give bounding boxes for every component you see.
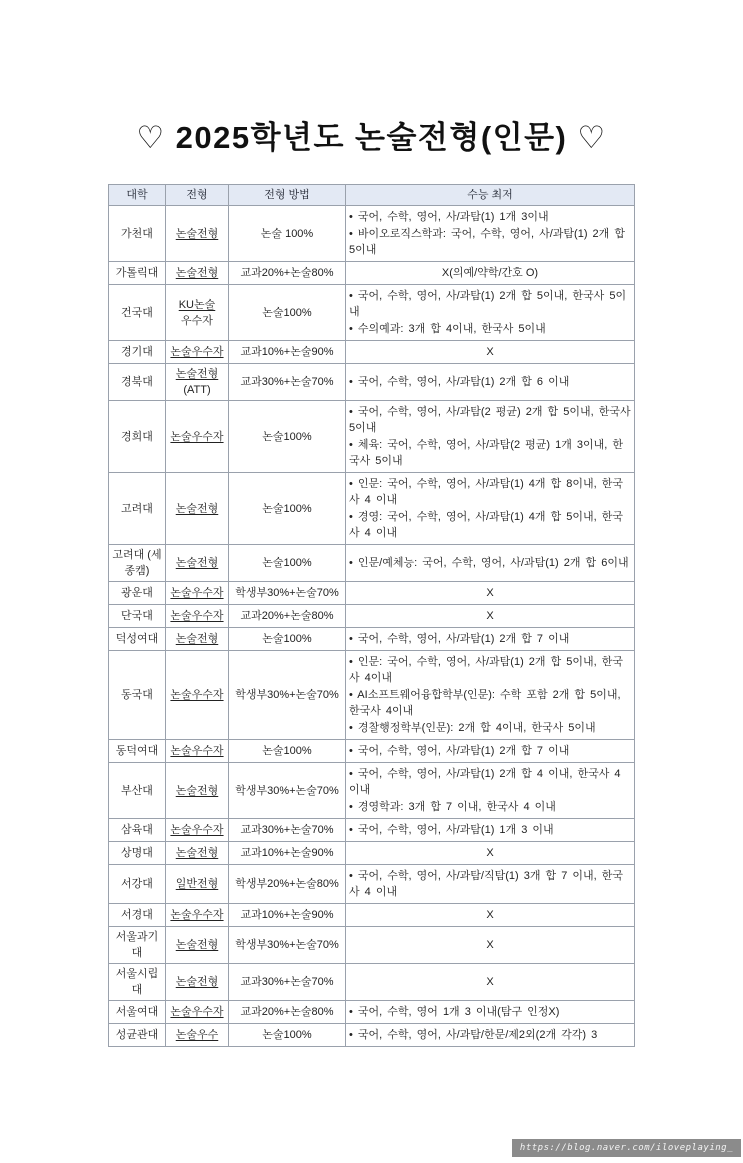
column-header: 전형 (166, 185, 229, 206)
csat-minimum-item: • 국어, 수학, 영어, 사/과탐(1) 1개 3이내 (349, 211, 549, 223)
table-row (109, 364, 635, 401)
csat-minimum-item: X (486, 976, 494, 988)
csat-minimum-item: • 인문: 국어, 수학, 영어, 사/과탐(1) 2개 합 5이내, 한국사 4이내 (349, 656, 624, 684)
track-cell (166, 473, 229, 545)
method-cell: 교과20%+논술80% (229, 605, 346, 628)
csat-minimum-item: • 국어, 수학, 영어, 사/과탐(1) 2개 합 5이내, 한국사 5이내 (349, 290, 627, 318)
university-cell: 부산대 (109, 763, 166, 819)
track-name: 논술전형 (175, 633, 219, 645)
track-cell (166, 1024, 229, 1047)
track-cell (166, 904, 229, 927)
table-row (109, 842, 635, 865)
university-cell: 경기대 (109, 341, 166, 364)
track-name: 논술전형 (175, 557, 219, 569)
page-title-text: 2025학년도 논술전형(인문) (175, 120, 568, 155)
track-cell (166, 927, 229, 964)
csat-minimum-item: • 국어, 수학, 영어 1개 3 이내(탐구 인정X) (349, 1006, 560, 1018)
csat-minimum-cell (346, 582, 635, 605)
method-cell: 논술100% (229, 401, 346, 473)
track-cell (166, 964, 229, 1001)
csat-minimum-item: • 경찰행정학부(인문): 2개 합 4이내, 한국사 5이내 (349, 722, 596, 734)
table-row (109, 262, 635, 285)
table-row (109, 964, 635, 1001)
track-name: 논술우수자 (170, 689, 224, 701)
table-row (109, 904, 635, 927)
csat-minimum-cell (346, 605, 635, 628)
csat-minimum-cell (346, 740, 635, 763)
csat-minimum-item: X (486, 587, 494, 599)
university-cell: 광운대 (109, 582, 166, 605)
csat-minimum-cell (346, 819, 635, 842)
method-cell: 교과20%+논술80% (229, 1001, 346, 1024)
csat-minimum-cell (346, 285, 635, 341)
table-row (109, 651, 635, 740)
table-row (109, 628, 635, 651)
csat-minimum-cell (346, 865, 635, 904)
method-cell: 논술100% (229, 473, 346, 545)
table-row (109, 285, 635, 341)
track-cell (166, 605, 229, 628)
csat-minimum-cell (346, 651, 635, 740)
track-cell (166, 651, 229, 740)
track-name: 논술전형 (175, 784, 219, 797)
track-cell (166, 842, 229, 865)
track-cell (166, 628, 229, 651)
university-cell: 서울시립대 (109, 964, 166, 1001)
page-title (0, 112, 743, 157)
method-cell: 교과10%+논술90% (229, 904, 346, 927)
method-cell: 교과30%+논술70% (229, 819, 346, 842)
track-cell (166, 341, 229, 364)
csat-minimum-cell (346, 364, 635, 401)
csat-minimum-item: • 국어, 수학, 영어, 사/과탐(1) 2개 합 7 이내 (349, 633, 570, 645)
table-row (109, 582, 635, 605)
track-note: 우수자 (181, 314, 213, 327)
csat-minimum-item: • 국어, 수학, 영어, 사/과탐/직탐(1) 3개 합 7 이내, 한국사 4 이내 (349, 870, 624, 898)
admissions-table (108, 184, 635, 1047)
university-cell: 서울과기대 (109, 927, 166, 964)
method-cell: 교과10%+논술90% (229, 842, 346, 865)
csat-minimum-item: • 국어, 수학, 영어, 사/과탐(1) 2개 합 4 이내, 한국사 4 이내 (349, 768, 621, 796)
track-cell (166, 763, 229, 819)
csat-minimum-item: • 국어, 수학, 영어, 사/과탐(1) 2개 합 7 이내 (349, 745, 570, 757)
csat-minimum-cell (346, 1024, 635, 1047)
method-cell: 교과20%+논술80% (229, 262, 346, 285)
university-cell: 동덕여대 (109, 740, 166, 763)
track-name: 논술우수자 (170, 1006, 224, 1018)
university-cell: 건국대 (109, 285, 166, 341)
university-cell: 동국대 (109, 651, 166, 740)
university-cell: 서강대 (109, 865, 166, 904)
method-cell: 학생부30%+논술70% (229, 927, 346, 964)
column-header: 전형 방법 (229, 185, 346, 206)
csat-minimum-item: • 경영학과: 3개 합 7 이내, 한국사 4 이내 (349, 801, 556, 813)
method-cell: 교과30%+논술70% (229, 364, 346, 401)
table-row (109, 740, 635, 763)
track-cell (166, 364, 229, 401)
csat-minimum-cell (346, 341, 635, 364)
track-cell (166, 740, 229, 763)
university-cell: 서울여대 (109, 1001, 166, 1024)
method-cell: 교과10%+논술90% (229, 341, 346, 364)
csat-minimum-cell (346, 927, 635, 964)
csat-minimum-item: • 경영: 국어, 수학, 영어, 사/과탐(1) 4개 합 5이내, 한국사 4 이내 (349, 511, 624, 539)
track-name: 논술우수자 (170, 587, 224, 599)
track-name: 일반전형 (175, 878, 219, 890)
track-name: 논술전형 (175, 502, 219, 515)
method-cell: 논술100% (229, 1024, 346, 1047)
method-cell: 학생부20%+논술80% (229, 865, 346, 904)
table-row (109, 763, 635, 819)
csat-minimum-item: • AI소프트웨어융합학부(인문): 수학 포함 2개 합 5이내, 한국사 4이내 (349, 689, 621, 717)
university-cell: 고려대 (109, 473, 166, 545)
csat-minimum-item: X(의예/약학/간호 O) (441, 267, 539, 279)
csat-minimum-item: X (486, 610, 494, 622)
track-name: 논술전형 (175, 939, 219, 951)
track-cell (166, 206, 229, 262)
method-cell: 학생부30%+논술70% (229, 582, 346, 605)
track-cell (166, 545, 229, 582)
table-row (109, 473, 635, 545)
watermark-url: https://blog.naver.com/iloveplaying_ (512, 1139, 741, 1157)
track-name: 논술우수자 (170, 745, 224, 757)
track-cell (166, 1001, 229, 1024)
csat-minimum-cell (346, 262, 635, 285)
csat-minimum-item: X (486, 939, 494, 951)
track-cell (166, 819, 229, 842)
track-name: 논술전형 (175, 976, 219, 988)
method-cell: 논술100% (229, 545, 346, 582)
csat-minimum-item: • 바이오로직스학과: 국어, 수학, 영어, 사/과탐(1) 2개 합 5이내 (349, 228, 625, 256)
table-row (109, 341, 635, 364)
track-name: 논술우수자 (170, 824, 224, 836)
university-cell: 경북대 (109, 364, 166, 401)
method-cell: 논술 100% (229, 206, 346, 262)
track-name: 논술전형 (175, 847, 219, 859)
track-cell (166, 582, 229, 605)
table-row (109, 865, 635, 904)
table-row (109, 401, 635, 473)
university-cell: 서경대 (109, 904, 166, 927)
track-name: 논술우수 (175, 1029, 219, 1041)
column-header: 대학 (109, 185, 166, 206)
track-name: 논술우수자 (170, 610, 224, 622)
csat-minimum-item: • 수의예과: 3개 합 4이내, 한국사 5이내 (349, 323, 546, 335)
csat-minimum-cell (346, 763, 635, 819)
track-cell (166, 865, 229, 904)
university-cell: 삼육대 (109, 819, 166, 842)
university-cell: 가천대 (109, 206, 166, 262)
table-row (109, 605, 635, 628)
csat-minimum-cell (346, 206, 635, 262)
table-row (109, 545, 635, 582)
track-name: KU논술 (178, 298, 216, 311)
table-row (109, 206, 635, 262)
track-name: 논술전형 (175, 227, 219, 240)
csat-minimum-item: X (486, 346, 494, 358)
csat-minimum-cell (346, 545, 635, 582)
table-row (109, 927, 635, 964)
university-cell: 경희대 (109, 401, 166, 473)
method-cell: 논술100% (229, 740, 346, 763)
university-cell: 성균관대 (109, 1024, 166, 1047)
csat-minimum-cell (346, 904, 635, 927)
csat-minimum-cell (346, 473, 635, 545)
csat-minimum-item: • 국어, 수학, 영어, 사/과탐(1) 2개 합 6 이내 (349, 376, 570, 388)
university-cell: 단국대 (109, 605, 166, 628)
university-cell: 덕성여대 (109, 628, 166, 651)
method-cell: 교과30%+논술70% (229, 964, 346, 1001)
table-row (109, 819, 635, 842)
csat-minimum-item: • 인문/예체능: 국어, 수학, 영어, 사/과탐(1) 2개 합 6이내 (349, 557, 629, 569)
csat-minimum-item: • 국어, 수학, 영어, 사/과탐(2 평균) 2개 합 5이내, 한국사 5이내 (349, 406, 631, 434)
csat-minimum-cell (346, 1001, 635, 1024)
method-cell: 논술100% (229, 285, 346, 341)
track-cell (166, 401, 229, 473)
track-name: 논술전형 (175, 267, 219, 279)
method-cell: 학생부30%+논술70% (229, 763, 346, 819)
table-row (109, 1024, 635, 1047)
heart-icon: ♡ (136, 120, 166, 155)
track-name: 논술전형 (175, 368, 219, 380)
csat-minimum-cell (346, 842, 635, 865)
heart-icon: ♡ (577, 120, 607, 155)
csat-minimum-item: X (486, 847, 494, 859)
method-cell: 논술100% (229, 628, 346, 651)
csat-minimum-item: • 국어, 수학, 영어, 사/과탐(1) 1개 3 이내 (349, 824, 554, 836)
table-header-row (109, 185, 635, 206)
university-cell: 상명대 (109, 842, 166, 865)
csat-minimum-item: • 체육: 국어, 수학, 영어, 사/과탐(2 평균) 1개 3이내, 한국사 5이내 (349, 439, 624, 467)
csat-minimum-cell (346, 401, 635, 473)
csat-minimum-item: X (486, 909, 494, 921)
university-cell: 가톨릭대 (109, 262, 166, 285)
track-name: 논술우수자 (170, 346, 224, 358)
track-name: 논술우수자 (170, 430, 224, 443)
column-header: 수능 최저 (346, 185, 635, 206)
csat-minimum-cell (346, 628, 635, 651)
university-cell: 고려대 (세종캠) (109, 545, 166, 582)
method-cell: 학생부30%+논술70% (229, 651, 346, 740)
track-name: 논술우수자 (170, 909, 224, 921)
csat-minimum-item: • 국어, 수학, 영어, 사/과탐/한문/제2외(2개 각각) 3 (349, 1029, 598, 1041)
table-row (109, 1001, 635, 1024)
track-cell (166, 262, 229, 285)
track-cell (166, 285, 229, 341)
csat-minimum-item: • 인문: 국어, 수학, 영어, 사/과탐(1) 4개 합 8이내, 한국사 4 이내 (349, 478, 624, 506)
csat-minimum-cell (346, 964, 635, 1001)
track-note: (ATT) (183, 384, 211, 396)
